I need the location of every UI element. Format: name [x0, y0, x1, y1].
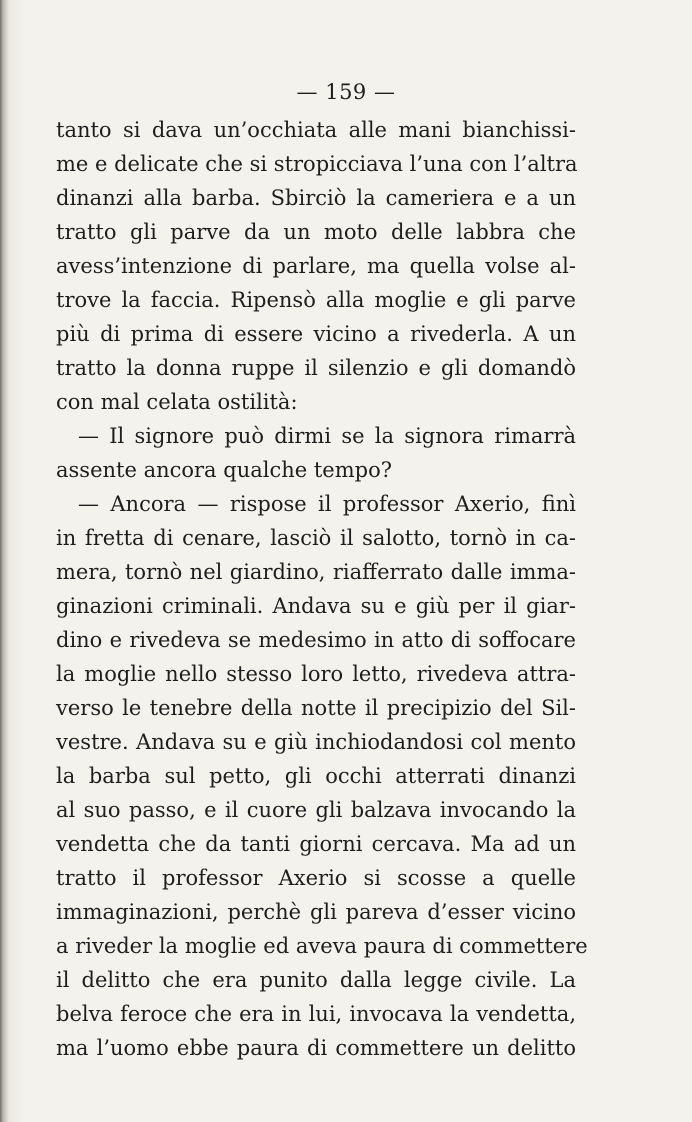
text-line: mera, tornò nel giardino, riafferrato dalle imma-	[56, 560, 576, 584]
text-line: vendetta che da tanti giorni cercava. Ma ad un	[56, 832, 576, 856]
text-line: più di prima di essere vicino a rivederla. A un	[56, 322, 576, 346]
text-line: tratto la donna ruppe il silenzio e gli domandò	[56, 356, 576, 380]
text-line: vestre. Andava su e giù inchiodandosi col mento	[56, 730, 576, 754]
text-line: me e delicate che si stropicciava l’una con l’altra	[56, 152, 578, 176]
text-line: tanto si dava un’occhiata alle mani bianchissi-	[56, 118, 576, 142]
text-line: immaginazioni, perchè gli pareva d’esser vicino	[56, 900, 576, 924]
text-line: — Ancora — rispose il professor Axerio, finì	[78, 492, 576, 516]
text-line: verso le tenebre della notte il precipizio del Sil-	[56, 696, 576, 720]
text-line: trove la faccia. Ripensò alla moglie e gli parve	[56, 288, 576, 312]
text-line: al suo passo, e il cuore gli balzava invocando la	[56, 798, 576, 822]
text-line: — Il signore può dirmi se la signora rimarrà	[78, 424, 576, 448]
page-number: — 159 —	[296, 80, 396, 104]
text-line: la moglie nello stesso loro letto, rivedeva attra-	[56, 662, 576, 686]
text-line: il delitto che era punito dalla legge civile. La	[56, 968, 576, 992]
text-line: ma l’uomo ebbe paura di commettere un delitto	[56, 1036, 576, 1060]
text-line: avess’intenzione di parlare, ma quella volse al-	[56, 254, 576, 278]
text-line: con mal celata ostilità:	[56, 390, 298, 414]
body-text	[56, 113, 588, 1065]
text-line: in fretta di cenare, lasciò il salotto, tornò in ca-	[56, 526, 576, 550]
text-line: la barba sul petto, gli occhi atterrati dinanzi	[56, 764, 576, 788]
text-line: tratto gli parve da un moto delle labbra che	[56, 220, 576, 244]
text-line: dinanzi alla barba. Sbirciò la cameriera e a un	[56, 186, 576, 210]
text-line: tratto il professor Axerio si scosse a quelle	[56, 866, 576, 890]
text-line: a riveder la moglie ed aveva paura di commettere	[56, 934, 588, 958]
text-line: belva feroce che era in lui, invocava la vendetta,	[56, 1002, 576, 1026]
text-line: assente ancora qualche tempo?	[56, 458, 392, 482]
text-line: dino e rivedeva se medesimo in atto di soffocare	[56, 628, 576, 652]
text-line: ginazioni criminali. Andava su e giù per il giar-	[56, 594, 576, 618]
